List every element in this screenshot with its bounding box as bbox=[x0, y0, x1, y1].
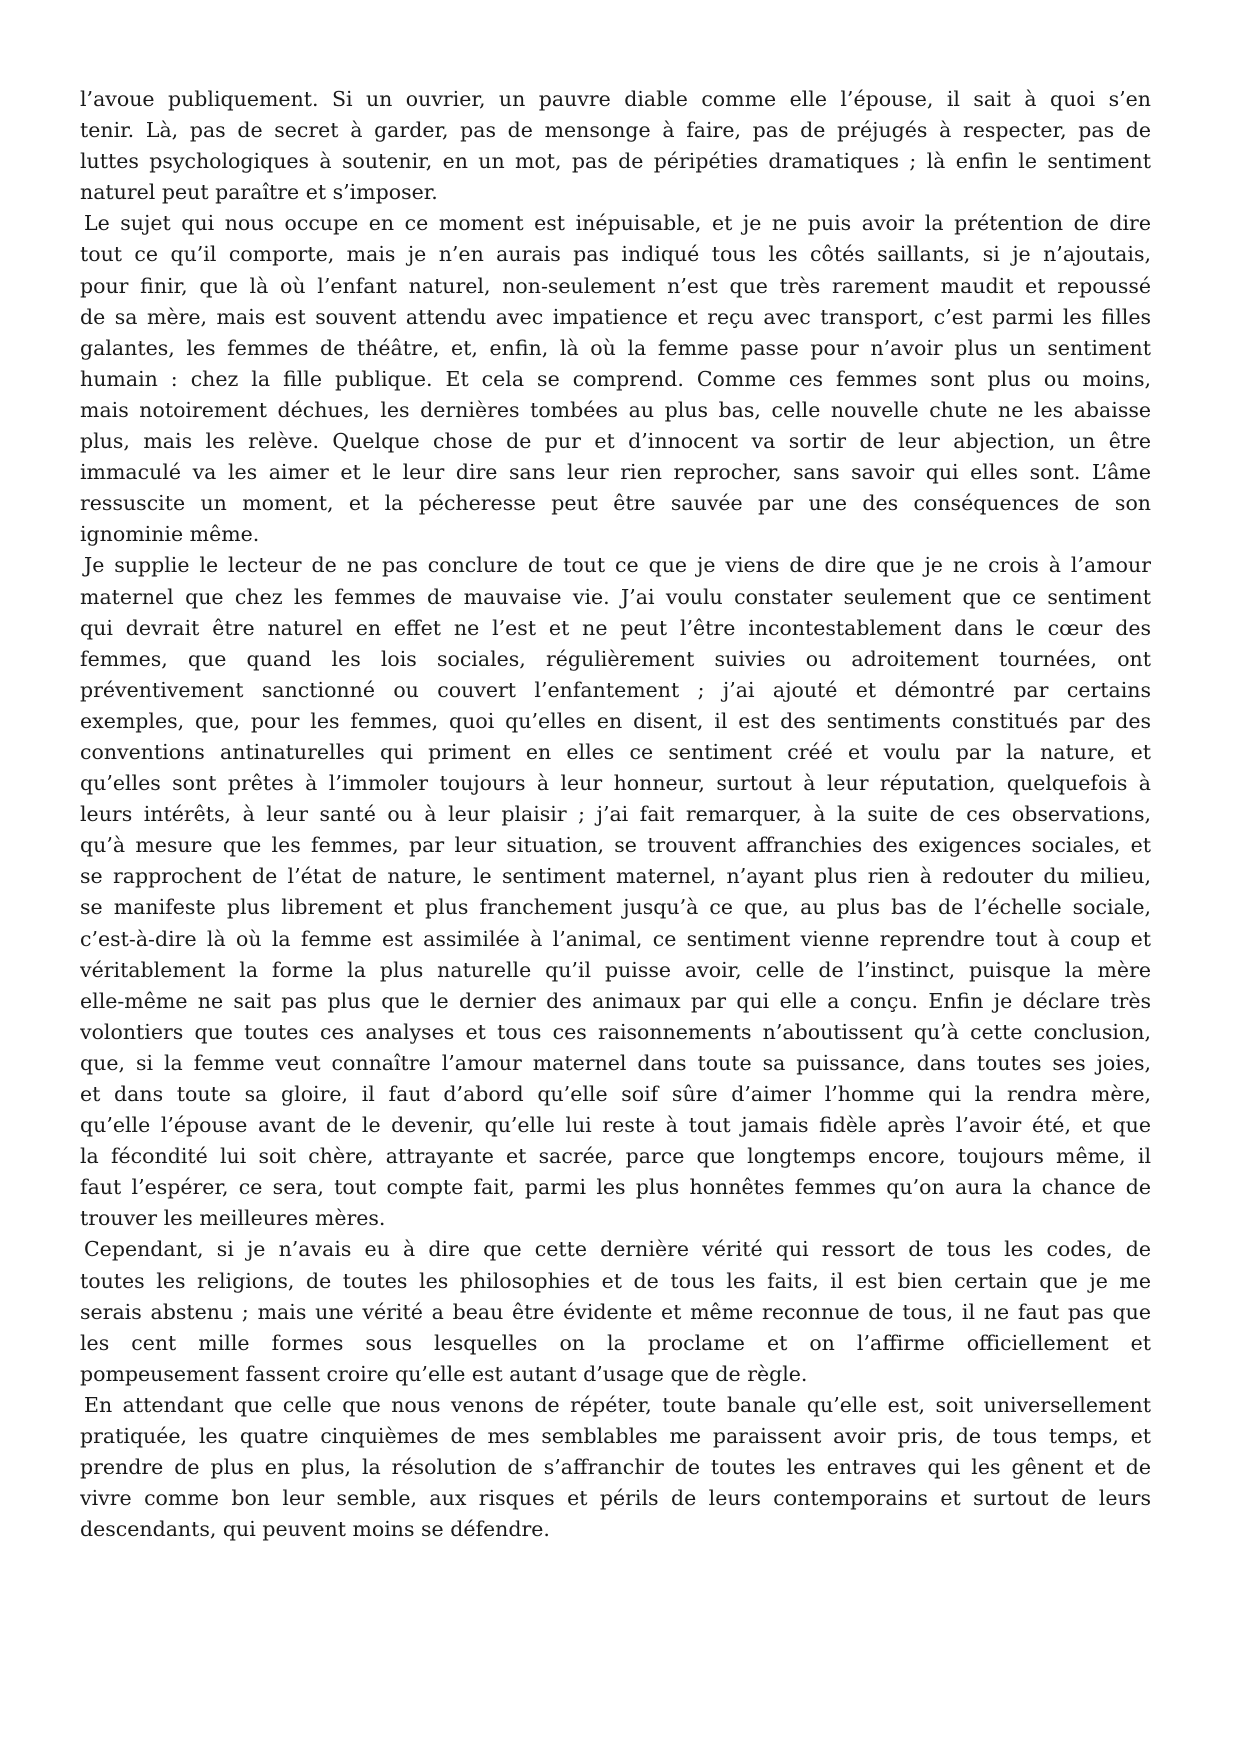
text-line: qu’elles sont prêtes à l’immoler toujours à leur honneur, surtout à leur réputation, quelquefois à bbox=[80, 771, 1151, 796]
text-line: femmes, que quand les lois sociales, régulièrement suivies ou adroitement tournées, ont bbox=[80, 646, 1151, 671]
text-line: l’avoue publiquement. Si un ouvrier, un pauvre diable comme elle l’épouse, il sait à quoi s’en bbox=[80, 87, 1151, 111]
text-line: qui devrait être naturel en effet ne l’est et ne peut l’être incontestablement dans le cœur des bbox=[80, 615, 1151, 640]
paragraph bbox=[80, 84, 1151, 208]
paragraph bbox=[80, 1390, 1151, 1545]
text-line: conventions antinaturelles qui priment en elles ce sentiment créé et voulu par la nature, et bbox=[80, 739, 1151, 764]
text-line: et dans toute sa gloire, il faut d’abord qu’elle soif sûre d’aimer l’homme qui la rendra mère, bbox=[80, 1082, 1151, 1106]
text-line: la fécondité lui soit chère, attrayante et sacrée, parce que longtemps encore, toujours même, il bbox=[80, 1144, 1151, 1169]
text-line: leurs intérêts, à leur santé ou à leur plaisir ; j’ai fait remarquer, à la suite de ces observations, bbox=[80, 802, 1151, 827]
text-line: Le sujet qui nous occupe en ce moment est inépuisable, et je ne puis avoir la prétention de dire bbox=[84, 211, 1151, 236]
text-line: se rapprochent de l’état de nature, le sentiment maternel, n’ayant plus rien à redouter du milieu, bbox=[80, 864, 1151, 889]
text-line: elle-même ne sait pas plus que le dernier des animaux par qui elle a conçu. Enfin je déclare très bbox=[80, 988, 1151, 1013]
text-line: plus, mais les relève. Quelque chose de pur et d’innocent va sortir de leur abjection, un être bbox=[80, 429, 1151, 454]
text-line: luttes psychologiques à soutenir, en un mot, pas de péripéties dramatiques ; là enfin le sentiment bbox=[80, 149, 1151, 174]
text-line: exemples, que, pour les femmes, quoi qu’elles en disent, il est des sentiments constitués par des bbox=[80, 708, 1151, 733]
text-line: toutes les religions, de toutes les philosophies et de tous les faits, il est bien certain que je me bbox=[80, 1268, 1151, 1293]
text-line: mais notoirement déchues, les dernières tombées au plus bas, celle nouvelle chute ne les abaisse bbox=[80, 397, 1151, 422]
text-line: pompeusement fassent croire qu’elle est autant d’usage que de règle. bbox=[80, 1361, 808, 1386]
text-line: serais abstenu ; mais une vérité a beau être évidente et même reconnue de tous, il ne faut pas que bbox=[80, 1299, 1151, 1324]
text-line: se manifeste plus librement et plus franchement jusqu’à ce que, au plus bas de l’échelle sociale, bbox=[80, 895, 1151, 920]
text-line: trouver les meilleures mères. bbox=[80, 1206, 386, 1231]
text-line: immaculé va les aimer et le leur dire sans leur rien reprocher, sans savoir qui elles sont. L’âme bbox=[80, 460, 1151, 485]
text-line: ignominie même. bbox=[80, 522, 260, 547]
text-line: véritablement la forme la plus naturelle qu’il puisse avoir, celle de l’instinct, puisque la mère bbox=[80, 957, 1151, 982]
text-line: faut l’espérer, ce sera, tout compte fait, parmi les plus honnêtes femmes qu’on aura la chance de bbox=[80, 1175, 1151, 1200]
text-line: volontiers que toutes ces analyses et tous ces raisonnements n’aboutissent qu’à cette conclusion, bbox=[80, 1019, 1151, 1044]
paragraph bbox=[80, 1234, 1151, 1389]
text-line: galantes, les femmes de théâtre, et, enfin, là où la femme passe pour n’avoir plus un sentiment bbox=[80, 335, 1151, 360]
document-page bbox=[80, 84, 1151, 1545]
text-line: pratiquée, les quatre cinquièmes de mes semblables me paraissent avoir pris, de tous temps, et bbox=[80, 1424, 1151, 1449]
text-line: naturel peut paraître et s’imposer. bbox=[80, 180, 438, 205]
text-line: tout ce qu’il comporte, mais je n’en aurais pas indiqué tous les côtés saillants, si je n’ajoutais, bbox=[80, 242, 1151, 267]
text-line: maternel que chez les femmes de mauvaise vie. J’ai voulu constater seulement que ce sentiment bbox=[80, 584, 1151, 609]
text-line: les cent mille formes sous lesquelles on la proclame et on l’affirme officiellement et bbox=[80, 1330, 1151, 1355]
text-line: En attendant que celle que nous venons de répéter, toute banale qu’elle est, soit universellement bbox=[84, 1392, 1151, 1417]
paragraph bbox=[80, 208, 1151, 550]
text-line: qu’elle l’épouse avant de le devenir, qu’elle lui reste à tout jamais fidèle après l’avoir été, et que bbox=[80, 1113, 1151, 1138]
text-line: de sa mère, mais est souvent attendu avec impatience et reçu avec transport, c’est parmi les filles bbox=[80, 304, 1151, 329]
text-line: prendre de plus en plus, la résolution de s’affranchir de toutes les entraves qui les gênent et de bbox=[80, 1455, 1151, 1480]
text-line: ressuscite un moment, et la pécheresse peut être sauvée par une des conséquences de son bbox=[80, 491, 1151, 516]
text-line: vivre comme bon leur semble, aux risques et périls de leurs contemporains et surtout de leurs bbox=[80, 1486, 1151, 1511]
text-line: humain : chez la fille publique. Et cela se comprend. Comme ces femmes sont plus ou moins, bbox=[80, 366, 1151, 391]
text-line: préventivement sanctionné ou couvert l’enfantement ; j’ai ajouté et démontré par certains bbox=[80, 677, 1151, 702]
text-line: descendants, qui peuvent moins se défendre. bbox=[80, 1517, 550, 1542]
text-line: tenir. Là, pas de secret à garder, pas de mensonge à faire, pas de préjugés à respecter, pas de bbox=[80, 118, 1151, 143]
paragraph bbox=[80, 550, 1151, 1234]
text-line: c’est-à-dire là où la femme est assimilée à l’animal, ce sentiment vienne reprendre tout à coup et bbox=[80, 926, 1151, 951]
text-line: Je supplie le lecteur de ne pas conclure de tout ce que je viens de dire que je ne crois à l’amour bbox=[84, 553, 1151, 578]
text-line: Cependant, si je n’avais eu à dire que cette dernière vérité qui ressort de tous les codes, de bbox=[84, 1237, 1151, 1262]
text-line: pour finir, que là où l’enfant naturel, non-seulement n’est que très rarement maudit et repoussé bbox=[80, 273, 1151, 298]
text-line: qu’à mesure que les femmes, par leur situation, se trouvent affranchies des exigences sociales, et bbox=[80, 833, 1151, 858]
text-line: que, si la femme veut connaître l’amour maternel dans toute sa puissance, dans toutes ses joies, bbox=[80, 1050, 1151, 1075]
